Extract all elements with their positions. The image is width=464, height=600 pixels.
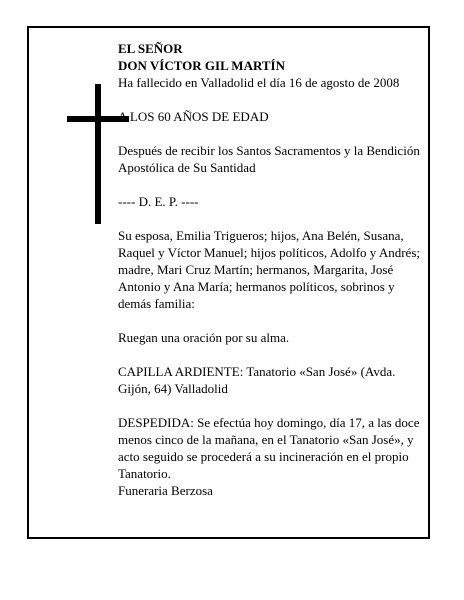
obituary-notice-frame xyxy=(27,26,430,539)
prayer-request: Ruegan una oración por su alma. xyxy=(118,330,290,345)
cross-vertical-bar xyxy=(95,84,101,224)
chapel-info: CAPILLA ARDIENTE: Tanatorio «San José» (Avda. Gijón, 64) Valladolid xyxy=(118,364,396,396)
sacraments-statement: Después de recibir los Santos Sacramentos y la Bendición Apostólica de Su Santidad xyxy=(118,143,420,175)
passing-statement: Ha fallecido en Valladolid el día 16 de agosto de 2008 xyxy=(118,75,400,90)
funeral-home: Funeraria Berzosa xyxy=(118,483,213,498)
farewell-info: DESPEDIDA: Se efectúa hoy domingo, día 17, a las doce menos cinco de la mañana, en el Tanatorio «San José», y acto seguido se procederá a su incineración en el propio Tanatorio. xyxy=(118,415,420,481)
rip-line: ---- D. E. P. ---- xyxy=(118,194,199,209)
age-statement: A LOS 60 AÑOS DE EDAD xyxy=(118,109,269,124)
obituary-content xyxy=(118,40,424,499)
deceased-name: DON VÍCTOR GIL MARTÍN xyxy=(118,58,286,73)
deceased-honorific: EL SEÑOR xyxy=(118,41,183,56)
family-statement: Su esposa, Emilia Trigueros; hijos, Ana Belén, Susana, Raquel y Víctor Manuel; hijos políticos, Adolfo y Andrés; madre, Mari Cruz Martín; hermanos, Margarita, José Antonio y Ana María; hermanos políticos, sobrinos y demás familia: xyxy=(118,228,420,311)
